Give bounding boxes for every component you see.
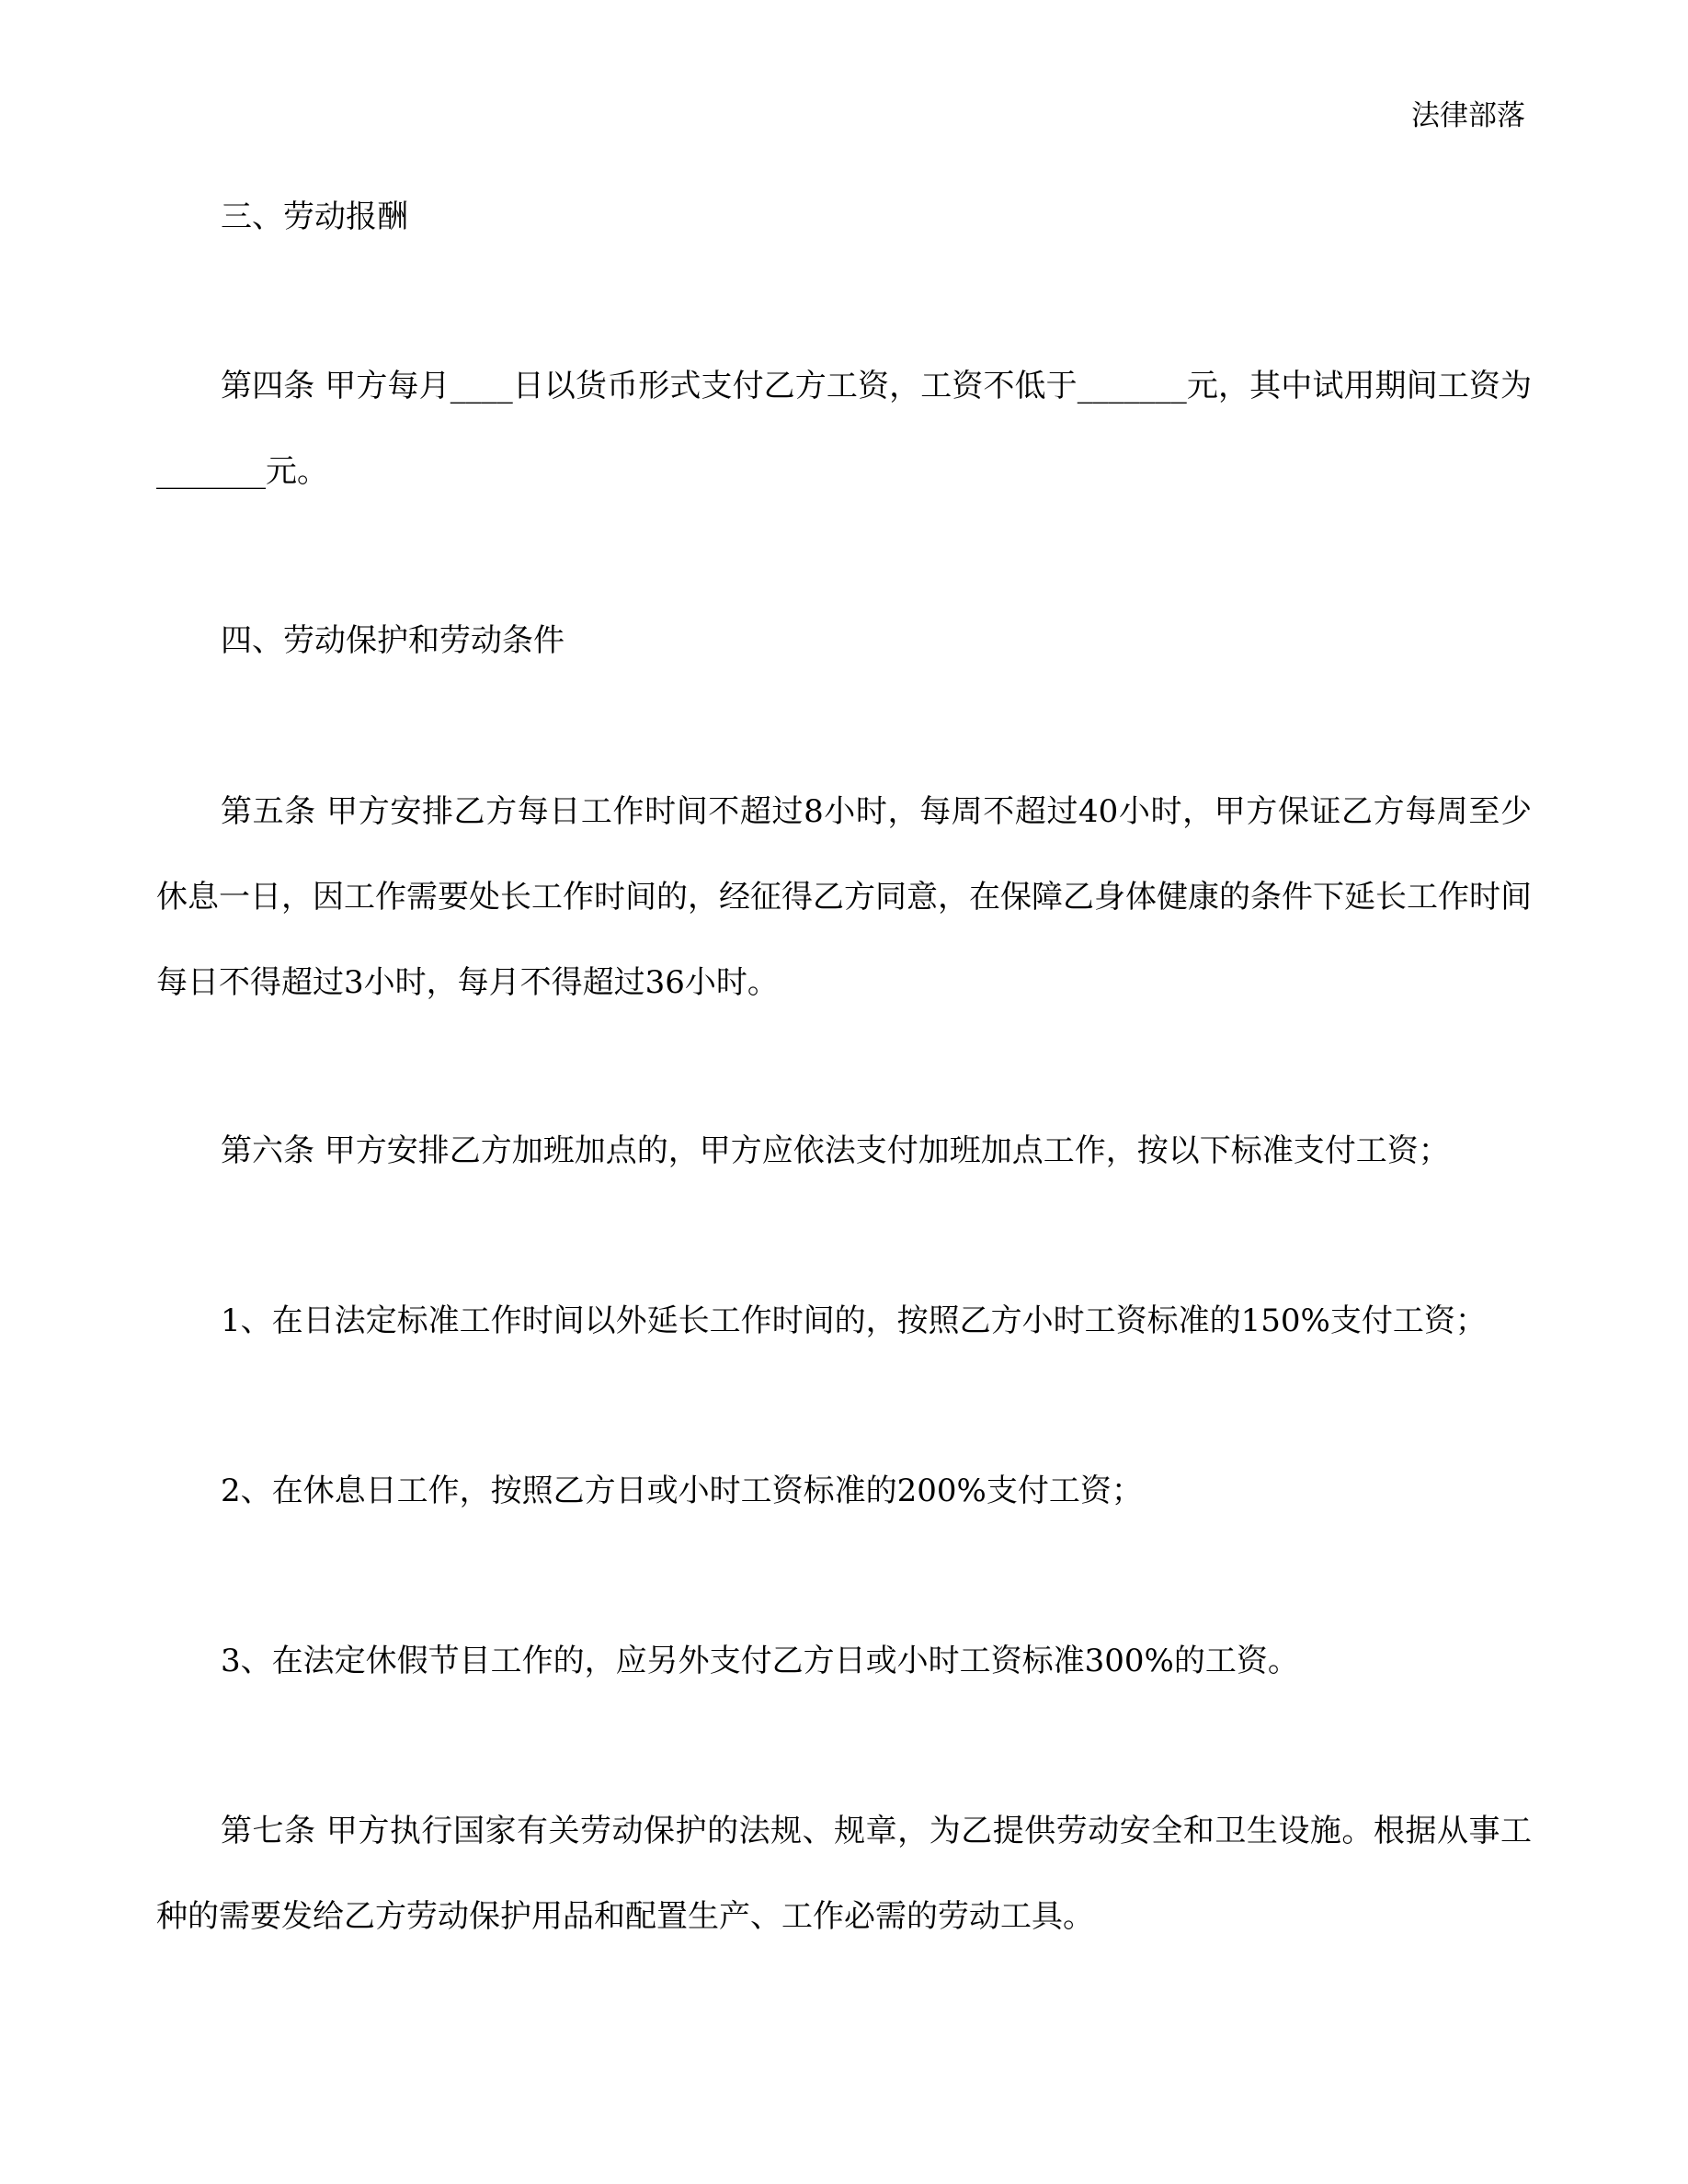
article-6-paragraph: 第六条 甲方安排乙方加班加点的，甲方应依法支付加班加点工作，按以下标准支付工资； xyxy=(221,1132,1450,1169)
page-header: 法律部落 xyxy=(1411,99,1525,132)
article-7-paragraph: 第七条 甲方执行国家有关劳动保护的法规、规章，为乙提供劳动安全和卫生设施。根据从事工种的需要发给乙方劳动保护用品和配置生产、工作必需的劳动工具。 xyxy=(156,1813,1532,1935)
article-4-paragraph: 第四条 甲方每月____日以货币形式支付乙方工资，工资不低于_______元，其中试用期间工资为_______元。 xyxy=(156,368,1532,490)
overtime-item-1: 1、在日法定标准工作时间以外延长工作时间的，按照乙方小时工资标准的150%支付工资； xyxy=(221,1302,1487,1339)
overtime-item-3: 3、在法定休假节目工作的，应另外支付乙方日或小时工资标准300%的工资。 xyxy=(221,1643,1299,1679)
overtime-item-2: 2、在休息日工作，按照乙方日或小时工资标准的200%支付工资； xyxy=(221,1473,1143,1509)
section-heading-labor-remuneration: 三、劳动报酬 xyxy=(221,199,408,235)
section-heading-labor-protection: 四、劳动保护和劳动条件 xyxy=(221,622,565,659)
article-5-paragraph: 第五条 甲方安排乙方每日工作时间不超过8小时，每周不超过40小时，甲方保证乙方每周至少休息一日，因工作需要处长工作时间的，经征得乙方同意，在保障乙身体健康的条件下延长工作时间每日不得超过3小时，每月不得超过36小时。 xyxy=(156,793,1532,1001)
